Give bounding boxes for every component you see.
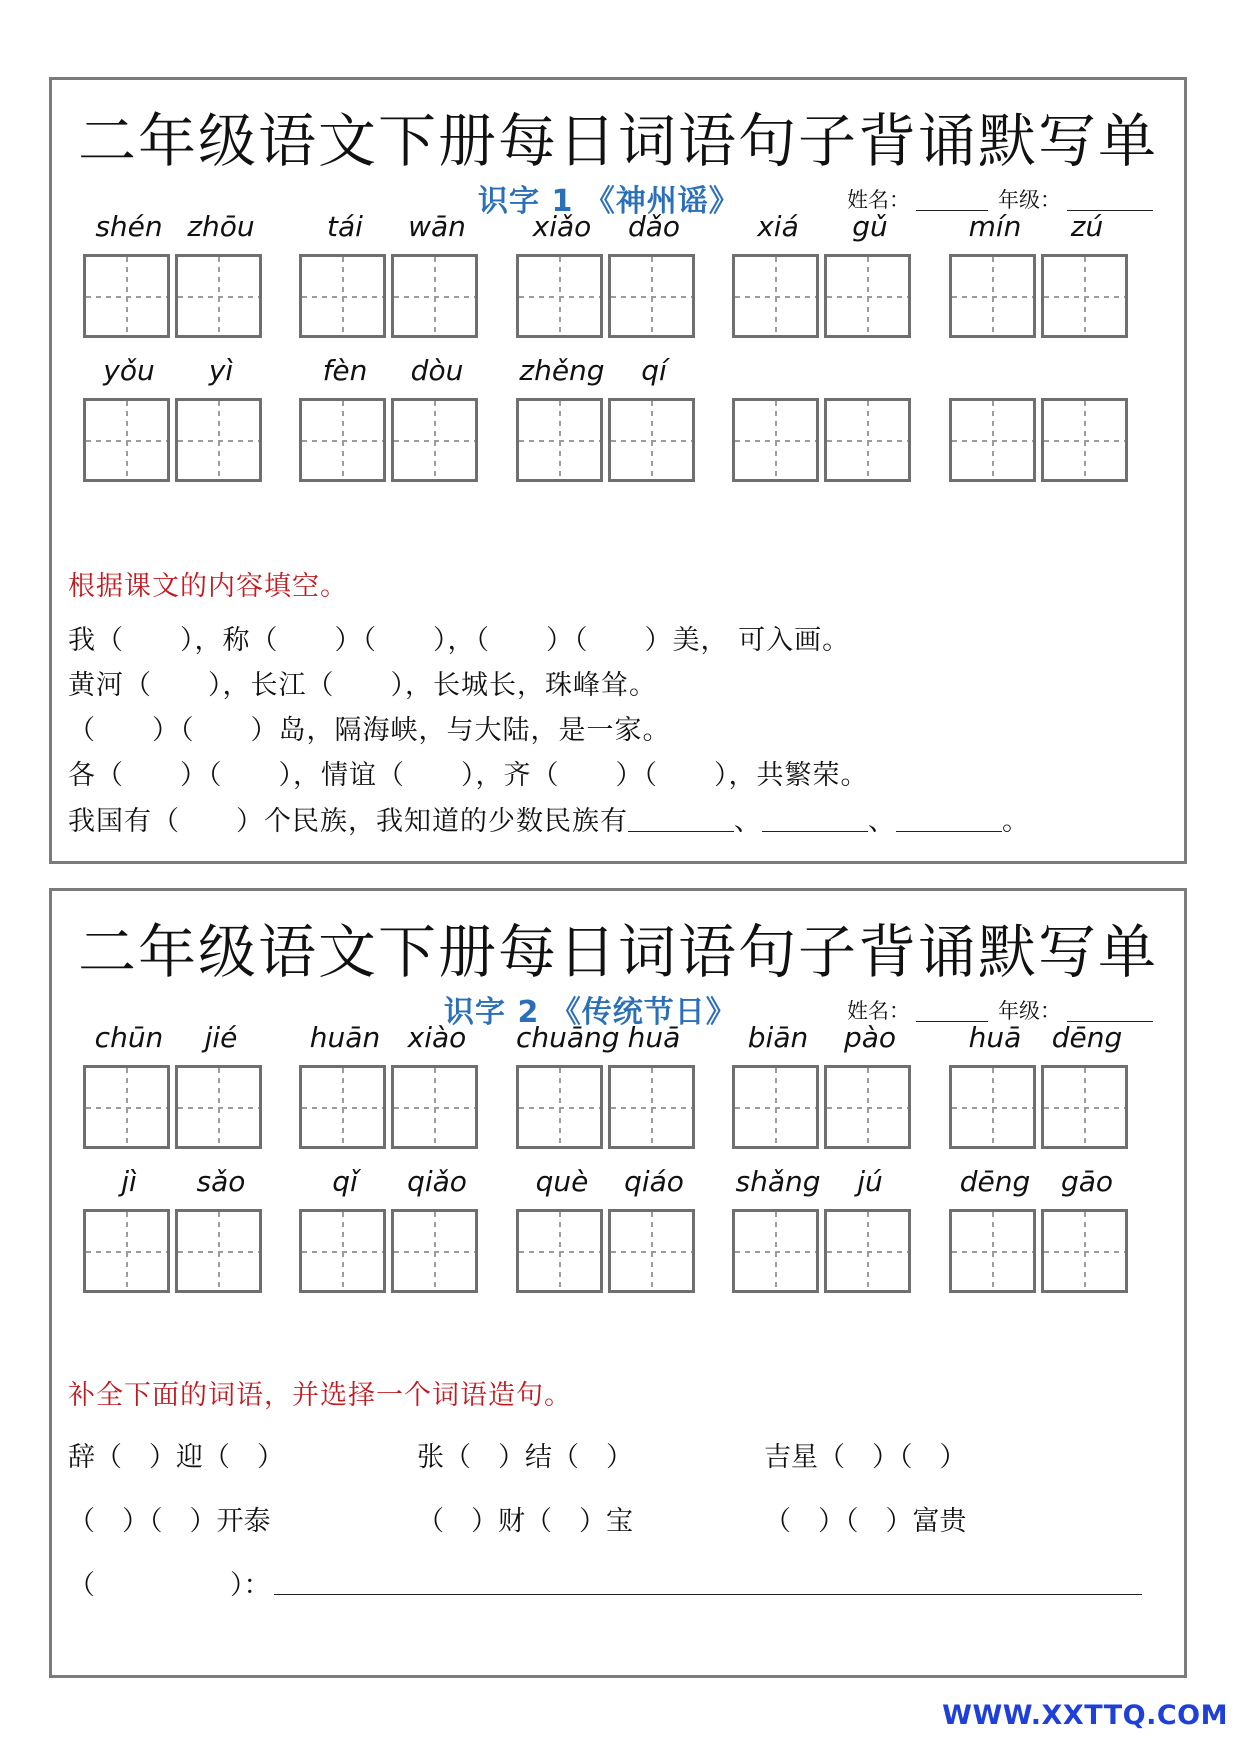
writing-box[interactable] <box>516 254 603 338</box>
pinyin: wān <box>408 210 466 243</box>
writing-box[interactable] <box>608 1065 695 1149</box>
grade-label: 年级： <box>998 999 1061 1023</box>
writing-box[interactable] <box>949 1065 1036 1149</box>
word-cell <box>732 210 916 338</box>
writing-box[interactable] <box>824 1209 911 1293</box>
fill-line: 各（ ）（ ），情谊（ ），齐（ ）（ ），共繁荣。 <box>68 760 869 791</box>
pinyin: sǎo <box>196 1165 246 1198</box>
word-cell <box>83 1165 267 1293</box>
separator: 、 <box>868 806 896 837</box>
writing-box[interactable] <box>824 398 911 482</box>
writing-box[interactable] <box>83 254 170 338</box>
word-cell <box>299 1165 483 1293</box>
fill-line-text: 我国有（ ）个民族，我知道的少数民族有 <box>68 806 628 837</box>
writing-box[interactable] <box>732 1209 819 1293</box>
name-label: 姓名： <box>847 999 910 1023</box>
pinyin: gǔ <box>852 210 888 243</box>
pinyin: mín <box>968 210 1022 243</box>
pinyin: dēng <box>959 1165 1031 1198</box>
word-cell <box>299 1021 483 1149</box>
page-title: 二年级语文下册每日词语句子背诵默写单 <box>77 918 1158 986</box>
pinyin: tái <box>327 210 363 243</box>
answer-blank[interactable] <box>896 831 1002 832</box>
writing-box[interactable] <box>608 1209 695 1293</box>
word-cell <box>83 210 267 338</box>
sentence-answer-line[interactable] <box>274 1594 1142 1595</box>
writing-box[interactable] <box>391 254 478 338</box>
pinyin <box>732 354 824 394</box>
writing-box[interactable] <box>175 1209 262 1293</box>
sentence-prompt: （ ）： <box>68 1570 271 1601</box>
fill-line-last <box>68 799 1030 838</box>
writing-box[interactable] <box>83 398 170 482</box>
answer-blank[interactable] <box>762 831 868 832</box>
fill-line: （ ）（ ）岛，隔海峡，与大陆，是一家。 <box>68 715 671 746</box>
pinyin: xiào <box>407 1021 467 1054</box>
pinyin: jì <box>121 1165 137 1198</box>
writing-box[interactable] <box>949 398 1036 482</box>
pinyin: huā <box>627 1021 681 1054</box>
word-cell <box>732 1021 916 1149</box>
worksheet-card-1 <box>49 77 1187 864</box>
page-title: 二年级语文下册每日词语句子背诵默写单 <box>77 107 1158 175</box>
lesson-title: 识字 2 《传统节日》 <box>444 995 737 1030</box>
word-cell <box>949 354 1133 482</box>
pinyin <box>949 354 1041 394</box>
pinyin: yǒu <box>103 354 155 387</box>
name-label: 姓名： <box>847 188 910 212</box>
pinyin: zú <box>1070 210 1104 243</box>
pinyin: huā <box>968 1021 1022 1054</box>
grade-label: 年级： <box>998 188 1061 212</box>
pinyin: chuāng <box>516 1021 620 1054</box>
writing-box[interactable] <box>1041 398 1128 482</box>
pinyin: pào <box>843 1021 897 1054</box>
word-cell <box>949 1021 1133 1149</box>
writing-box[interactable] <box>732 398 819 482</box>
separator: 、 <box>734 806 762 837</box>
pinyin: dēng <box>1051 1021 1123 1054</box>
pinyin: chūn <box>94 1021 164 1054</box>
pinyin: yì <box>208 354 234 387</box>
writing-box[interactable] <box>175 1065 262 1149</box>
fill-line: 我（ ），称（ ）（ ），（ ）（ ）美， 可入画。 <box>68 625 851 656</box>
pinyin: biān <box>747 1021 809 1054</box>
writing-box[interactable] <box>83 1209 170 1293</box>
pinyin: qí <box>641 354 667 387</box>
pinyin <box>1041 354 1133 394</box>
pinyin <box>824 354 916 394</box>
writing-box[interactable] <box>1041 1209 1128 1293</box>
instruction: 补全下面的词语，并选择一个词语造句。 <box>68 1380 572 1411</box>
writing-box[interactable] <box>175 398 262 482</box>
pinyin: què <box>535 1165 589 1198</box>
word-cell <box>83 1021 267 1149</box>
pinyin: huān <box>309 1021 381 1054</box>
writing-box[interactable] <box>516 398 603 482</box>
word-cell <box>516 354 700 482</box>
instruction: 根据课文的内容填空。 <box>68 571 348 602</box>
writing-box[interactable] <box>391 1209 478 1293</box>
writing-box[interactable] <box>83 1065 170 1149</box>
writing-box[interactable] <box>391 398 478 482</box>
idiom-fill: （ ）（ ）开泰 <box>68 1506 271 1537</box>
fill-line: 黄河（ ），长江（ ），长城长，珠峰耸。 <box>68 670 657 701</box>
word-cell <box>299 354 483 482</box>
word-cell <box>949 210 1133 338</box>
pinyin: qiáo <box>624 1165 684 1198</box>
pinyin: qiǎo <box>407 1165 467 1198</box>
writing-box[interactable] <box>299 1065 386 1149</box>
pinyin: jié <box>204 1021 238 1054</box>
writing-box[interactable] <box>516 1209 603 1293</box>
pinyin: xiá <box>757 210 799 243</box>
pinyin: dǎo <box>627 210 681 243</box>
pinyin: gāo <box>1060 1165 1114 1198</box>
word-cell <box>949 1165 1133 1293</box>
answer-blank[interactable] <box>628 831 734 832</box>
word-cell <box>732 354 916 482</box>
word-cell <box>299 210 483 338</box>
writing-box[interactable] <box>608 254 695 338</box>
writing-box[interactable] <box>391 1065 478 1149</box>
word-cell <box>516 1165 700 1293</box>
idiom-fill: 张（ ）结（ ） <box>417 1442 633 1473</box>
pinyin: dòu <box>410 354 464 387</box>
idiom-fill: 吉星（ ）（ ） <box>764 1442 967 1473</box>
idiom-fill: 辞（ ）迎（ ） <box>68 1442 284 1473</box>
writing-box[interactable] <box>608 398 695 482</box>
pinyin: jú <box>857 1165 883 1198</box>
idiom-fill: （ ）（ ）富贵 <box>764 1506 967 1537</box>
writing-box[interactable] <box>824 254 911 338</box>
writing-box[interactable] <box>1041 254 1128 338</box>
word-cell <box>83 354 267 482</box>
writing-box[interactable] <box>824 1065 911 1149</box>
writing-box[interactable] <box>299 254 386 338</box>
pinyin: zhěng <box>519 354 605 387</box>
lesson-title: 识字 1 《神州谣》 <box>478 184 740 219</box>
writing-box[interactable] <box>732 1065 819 1149</box>
line-end: 。 <box>1002 806 1030 837</box>
writing-box[interactable] <box>299 1209 386 1293</box>
pinyin: shǎng <box>735 1165 821 1198</box>
word-cell <box>516 1021 700 1149</box>
writing-box[interactable] <box>949 1209 1036 1293</box>
worksheet-card-2 <box>49 888 1187 1678</box>
pinyin: zhōu <box>187 210 255 243</box>
writing-box[interactable] <box>949 254 1036 338</box>
writing-box[interactable] <box>732 254 819 338</box>
word-cell <box>732 1165 916 1293</box>
writing-box[interactable] <box>299 398 386 482</box>
footer-url[interactable]: WWW.XXTTQ.COM <box>942 1700 1228 1731</box>
writing-box[interactable] <box>1041 1065 1128 1149</box>
pinyin: xiǎo <box>532 210 592 243</box>
idiom-fill: （ ）财（ ）宝 <box>417 1506 633 1537</box>
pinyin: shén <box>95 210 163 243</box>
writing-box[interactable] <box>175 254 262 338</box>
pinyin: qǐ <box>332 1165 358 1198</box>
writing-box[interactable] <box>516 1065 603 1149</box>
pinyin: fèn <box>322 354 368 387</box>
word-cell <box>516 210 700 338</box>
